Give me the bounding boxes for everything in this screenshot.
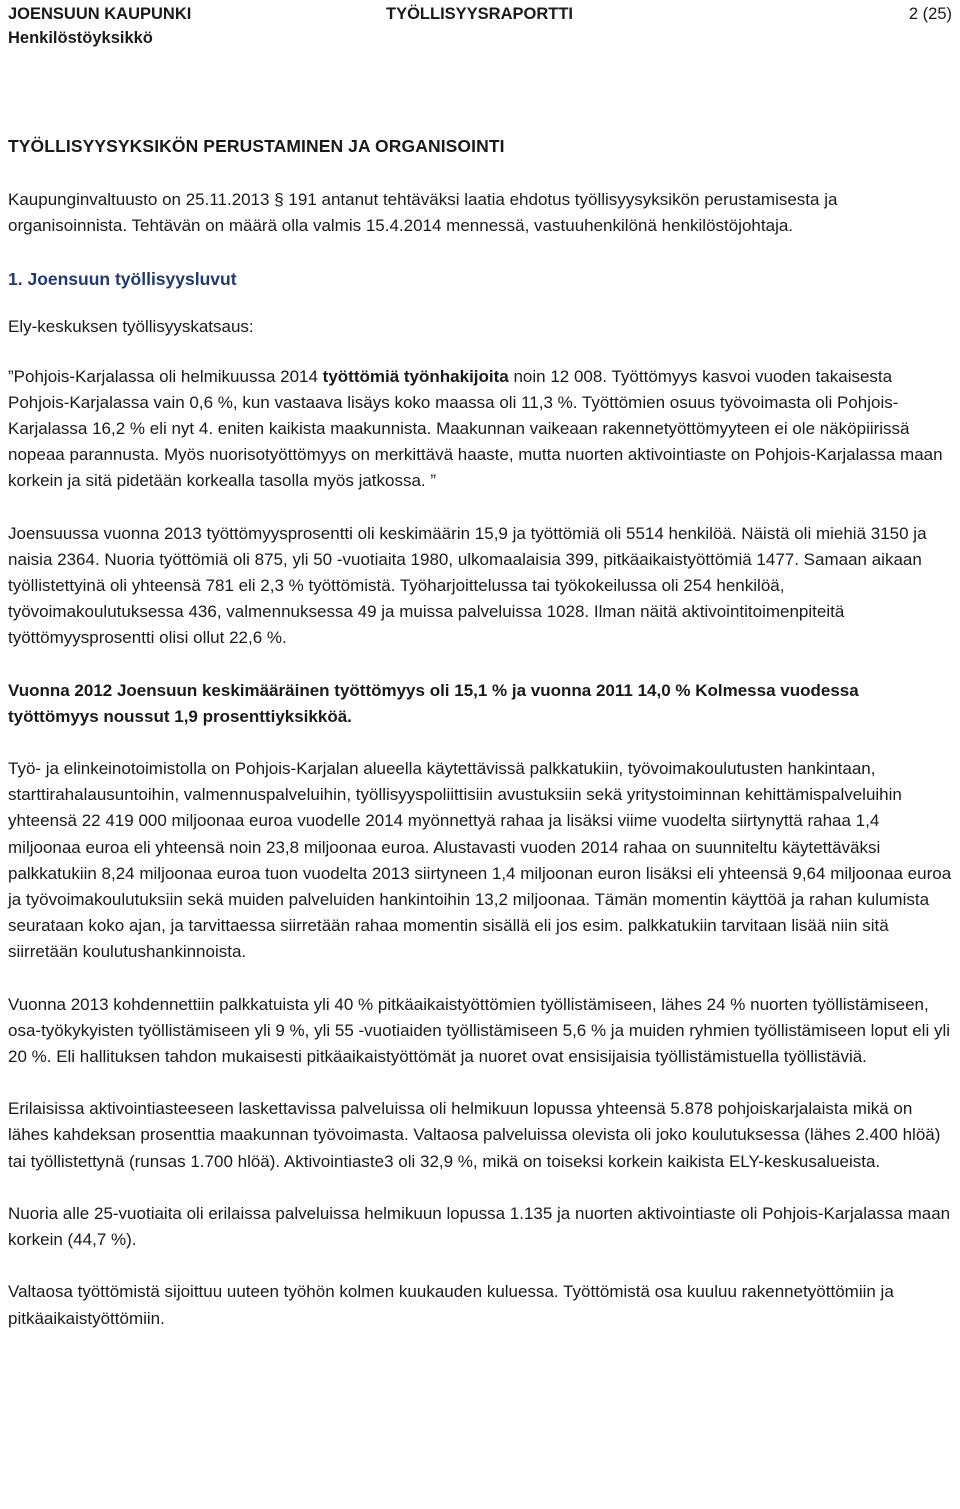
page-number: 2 (25) [908,5,952,23]
majority-paragraph: Valtaosa työttömistä sijoittuu uuteen työhön kolmen kuukauden kuluessa. Työttömistä osa kuuluu rakennetyöttömiin ja pitkäaikaistyöttömiin. [8,1282,894,1328]
quote-paragraph [8,364,952,495]
intro-paragraph: Kaupunginvaltuusto on 25.11.2013 § 191 antanut tehtäväksi laatia ehdotus työllisyysyksikön perustamisesta ja organisoinnista. Tehtävän on määrä olla valmis 15.4.2014 mennessä, vastuuhenkilönä henkilöstöjohtaja. [8,190,838,236]
section-heading: 1. Joensuun työllisyysluvut [8,269,237,290]
quote-text-before: Pohjois-Karjalassa oli helmikuussa 2014 [13,366,323,386]
quote-close-mark: ” [425,471,437,491]
allocation-2013-paragraph: Vuonna 2013 kohdennettiin palkkatuista yli 40 % pitkäaikaistyöttömien työllistämiseen, lähes 24 % nuorten työllistämiseen, osa-työkykyisten työllistämiseen yli 9 %, yli 55 -vuotiaiden työllistämiseen 5,6 % ja muiden ryhmien työllistämiseen loput eli yli 20 %. Eli hallituksen tahdon mukaisesti pitkäaikaistyöttömät ja nuoret ovat ensisijaisia työllistämistuella työllistäviä. [8,994,951,1067]
document-title: TYÖLLISYYSYKSIKÖN PERUSTAMINEN JA ORGANISOINTI [8,136,505,156]
quote-open-mark: ” [8,366,14,386]
youth-paragraph: Nuoria alle 25-vuotiaita oli erilaissa palveluissa helmikuun lopussa 1.135 ja nuorten aktivointiaste oli Pohjois-Karjalassa maan korkein (44,7 %). [8,1203,951,1250]
report-name: TYÖLLISYYSRAPORTTI [386,5,574,23]
org-name: JOENSUUN KAUPUNKI [8,5,192,23]
services-paragraph: Erilaisissa aktivointiasteeseen laskettavissa palveluissa oli helmikuun lopussa yhteensä 5.878 pohjoiskarjalaista mikä on lähes kahdeksan prosenttia maakunnan työvoimasta. Valtaosa palveluissa olevista oli joko koulutuksessa (lähes 2.400 hlöä) tai työllistettynä (runsas 1.700 hlöä). Aktivointiaste3 oli 32,9 %, mikä on toiseksi korkein kaikista ELY-keskusalueista. [8,1099,941,1171]
bold-summary-paragraph: Vuonna 2012 Joensuun keskimääräinen työttömyys oli 15,1 % ja vuonna 2011 14,0 % Kolmessa vuodessa työttömyys noussut 1,9 prosenttiyksikköä. [8,680,859,726]
quote-emphasis: työttömiä työnhakijoita [322,366,509,386]
page-header [8,2,952,50]
department-name: Henkilöstöyksikkö [8,29,153,47]
stats-paragraph: Joensuussa vuonna 2013 työttömyysprosentti oli keskimäärin 15,9 ja työttömiä oli 5514 henkilöä. Näistä oli miehiä 3150 ja naisia 2364. Nuoria työttömiä oli 875, yli 50 -vuotiaita 1980, ulkomaalaisia 399, pitkäaikaistyöttömiä 1477. Samaan aikaan työllistettyinä oli yhteensä 781 eli 2,3 % työttömistä. Työharjoittelussa tai työkokeilussa oli 254 henkilöä, työvoimakoulutuksessa 436, valmennuksessa 49 ja muissa palveluissa 1028. Ilman näitä aktivointitoimenpiteitä työttömyysprosentti olisi ollut 22,6 %. [8,523,927,648]
funding-paragraph: Työ- ja elinkeinotoimistolla on Pohjois-Karjalan alueella käytettävissä palkkatukiin, työvoimakoulutusten hankintaan, starttirahalausuntoihin, valmennuspalveluihin, työllisyyspoliittisiin avustuksiin sekä yritystoiminnan kehittämispalveluihin yhteensä 22 419 000 miljoonaa euroa vuodelle 2014 myönnettyä rahaa ja lisäksi viime vuodelta siirtynyttä rahaa 1,4 miljoonaa euroa eli yhteensä noin 23,8 miljoonaa euroa. Alustavasti vuoden 2014 rahaa on suunniteltu käytettäväksi palkkatukiin 8,24 miljoonaa euroa tuon vuodelta 2013 siirtyneen 1,4 miljoonan euron lisäksi eli yhteensä 9,64 miljoonaa euroa ja työvoimakoulutuksiin sekä muiden palveluiden hankintoihin 13,2 miljoonaa. Tämän momentin käyttöä ja rahan kulumista seurataan koko ajan, ja tarvittaessa siirretään rahaa momentin sisällä eli jos esim. palkkatukiin tarvitaan lisää niin sitä siirretään koulutushankinnoista. [8,759,952,962]
source-label: Ely-keskuksen työllisyyskatsaus: [8,317,254,337]
quote-text-after: noin 12 008. Työttömyys kasvoi vuoden takaisesta Pohjois-Karjalassa vain 0,6 %, kun vastaava lisäys koko maassa oli 11,3 %. Työttömien osuus työvoimasta oli Pohjois-Karjalassa 16,2 % eli nyt 4. eniten kaikista maakunnista. Maakunnan vaikeaan rakennetyöttömyyteen ei ole näköpiirissä nopeaa parannusta. Myös nuorisotyöttömyys on merkittävä haaste, mutta nuorten aktivointiaste on Pohjois-Karjalassa maan korkein ja sitä pidetään korkealla tasolla myös jatkossa. [8,366,943,491]
document-body [8,133,952,1332]
